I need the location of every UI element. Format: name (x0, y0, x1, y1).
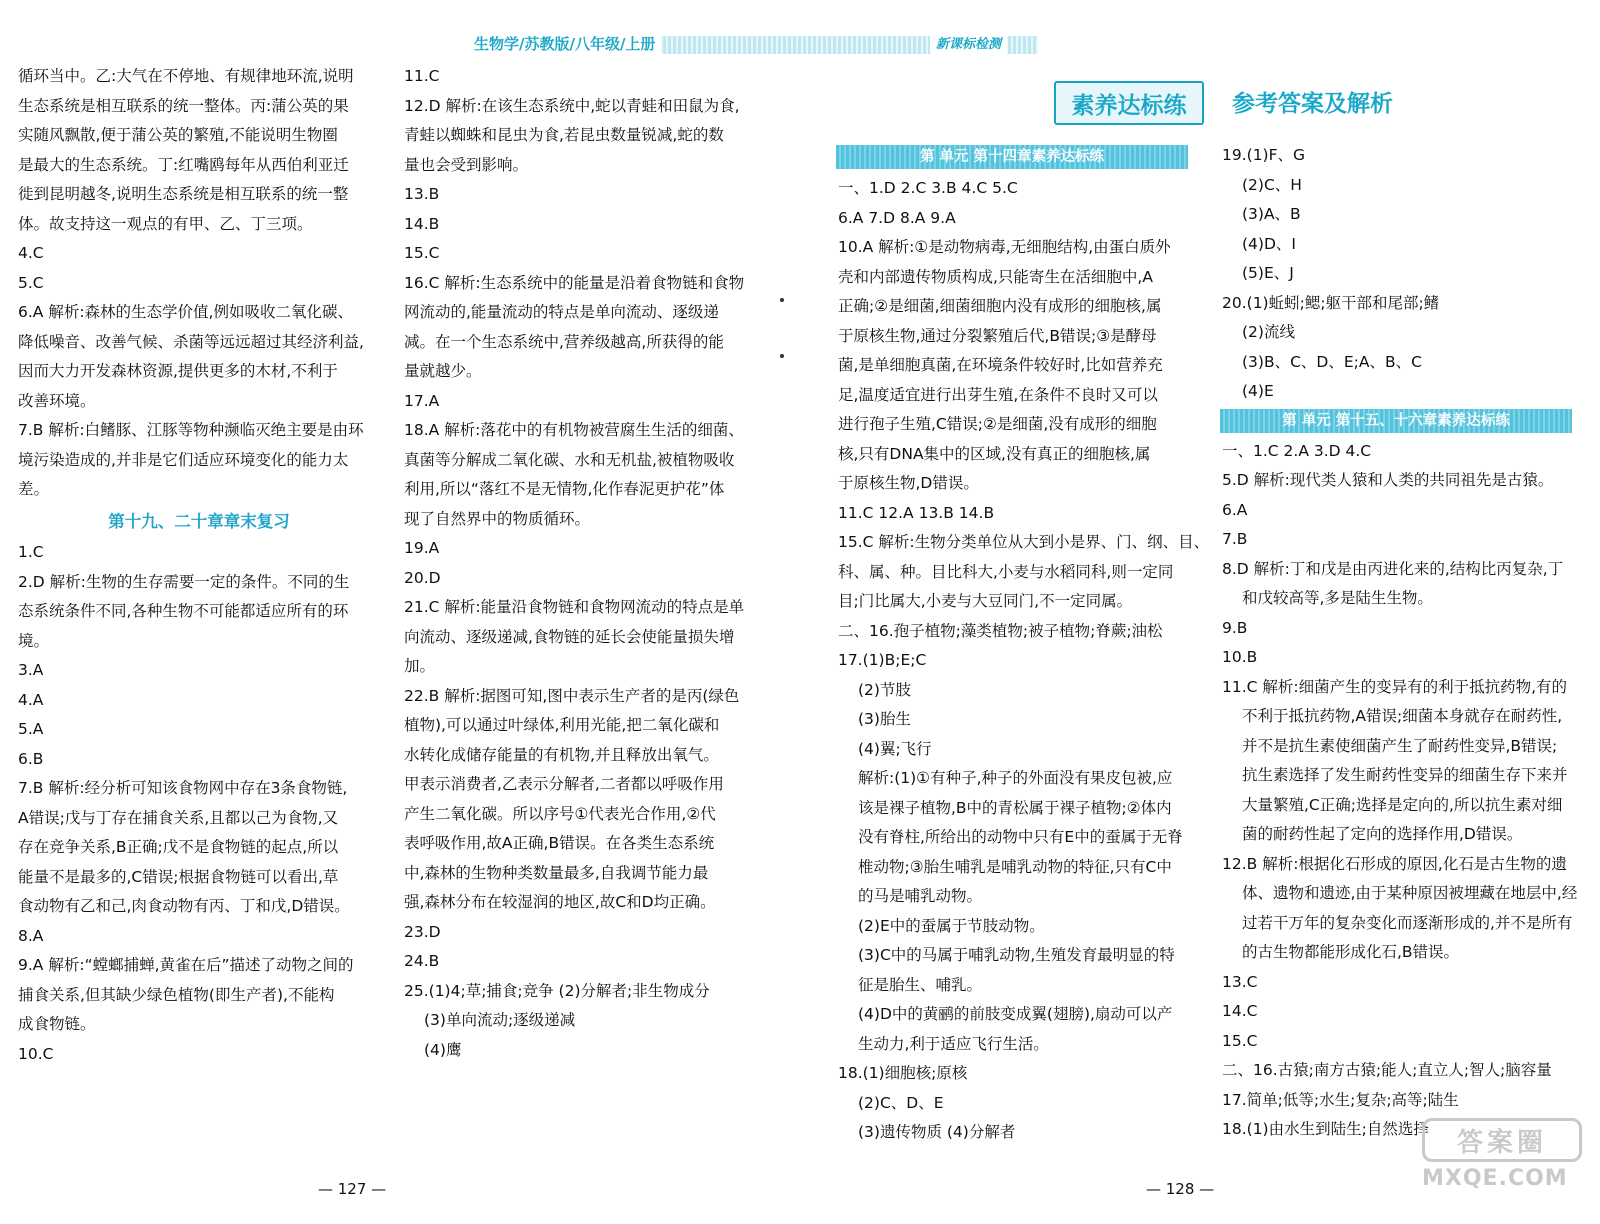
answer-line: 成食物链。 (18, 1015, 96, 1033)
answer-line: 3.A (18, 661, 44, 679)
header-book-title: 生物学/苏教版/八年级/上册 (468, 33, 661, 55)
watermark-logo (1422, 1118, 1592, 1200)
answer-line: 10.C (18, 1044, 54, 1063)
answer-line: 植物),可以通过叶绿体,利用光能,把二氧化碳和 (404, 716, 720, 734)
answer-line: 17.简单;低等;水生;复杂;高等;陆生 (1222, 1090, 1459, 1109)
watermark-glyph: 答案圈 (1456, 1127, 1547, 1158)
answer-line: 23.D (404, 922, 441, 941)
answer-line: 12.D 解析:在该生态系统中,蛇以青蛙和田鼠为食, (404, 96, 740, 115)
answer-line: 5.C (18, 273, 44, 292)
answer-line: 因而大力开发森林资源,提供更多的木材,不利于 (18, 362, 338, 380)
answer-line: 实随风飘散,便于蒲公英的繁殖,不能说明生物圈 (18, 126, 338, 144)
page-127-column-2 (404, 62, 786, 1065)
watermark-badge (1422, 1118, 1582, 1162)
answer-line: 能量不是最多的,C错误;根据食物链可以看出,草 (18, 867, 339, 886)
answer-line: 15.C (1222, 1031, 1258, 1050)
answer-line: 量就越少。 (404, 362, 482, 380)
answer-line: 真菌等分解成二氧化碳、水和无机盐,被植物吸收 (404, 450, 735, 469)
answer-line: 解析:(1)①有种子,种子的外面没有果皮包被,应 (858, 769, 1173, 787)
answer-line: 足,温度适宜进行出芽生殖,在条件不良时又可以 (838, 385, 1158, 404)
answer-line: 22.B 解析:据图可知,图中表示生产者的是丙(绿色 (404, 686, 740, 705)
answer-line: (4)鹰 (424, 1040, 462, 1059)
answer-line: 19.(1)F、G (1222, 146, 1306, 164)
answer-line: 11.C 解析:细菌产生的变异有的利于抵抗药物,有的 (1222, 677, 1568, 696)
answer-line: (3)C中的马属于哺乳动物,生殖发育最明显的特 (858, 946, 1175, 964)
answer-line: 11.C 12.A 13.B 14.B (838, 503, 995, 522)
answer-line: 17.(1)B;E;C (838, 651, 927, 669)
answer-line: (2)E中的蚕属于节肢动物。 (858, 916, 1045, 935)
answer-line: 13.C (1222, 972, 1258, 991)
answer-line: 7.B 解析:经分析可知该食物网中存在3条食物链, (18, 779, 348, 797)
answer-line: 7.B (1222, 530, 1248, 548)
answer-line: 改善环境。 (18, 391, 96, 410)
answer-line: 13.B (404, 185, 440, 203)
section-banner-title: 素养达标练 (1071, 92, 1187, 119)
section-heading: 第十九、二十章章末复习 (108, 511, 290, 531)
answer-line: 9.A 解析:“螳螂捕蝉,黄雀在后”描述了动物之间的 (18, 956, 354, 974)
answer-line: 5.A (18, 720, 44, 738)
answer-line: 捕食关系,但其缺少绿色植物(即生产者),不能构 (18, 985, 335, 1004)
answer-line: 态系统条件不同,各种生物不可能都适应所有的环 (18, 602, 349, 620)
answer-line: 25.(1)4;草;捕食;竞争 (2)分解者;非生物成分 (404, 981, 710, 1000)
answer-line: 7.B 解析:白鳍豚、江豚等物种濒临灭绝主要是由环 (18, 421, 364, 439)
answer-line: 该是裸子植物,B中的青松属于裸子植物;②体内 (858, 798, 1172, 817)
answer-line: 16.C 解析:生态系统中的能量是沿着食物链和食物 (404, 273, 745, 292)
answer-line: 存在竞争关系,B正确;戊不是食物链的起点,所以 (18, 838, 339, 856)
answer-line: 于原核生物,D错误。 (838, 474, 979, 492)
answer-line: 6.B (18, 749, 44, 768)
answer-line: (4)翼;飞行 (858, 739, 932, 758)
answer-line: 和戊较高等,多是陆生生物。 (1242, 589, 1433, 607)
answer-line: 生态系统是相互联系的统一整体。丙:蒲公英的果 (18, 96, 349, 115)
answer-line: A错误;戊与丁存在捕食关系,且都以己为食物,又 (18, 808, 339, 827)
answer-line: 减。在一个生态系统中,营养级越高,所获得的能 (404, 332, 724, 351)
page-128-column-1 (838, 145, 1210, 1148)
answer-line: 一、1.D 2.C 3.B 4.C 5.C (838, 179, 1018, 197)
answer-line: 17.A (404, 391, 440, 410)
answer-line: 境污染造成的,并非是它们适应环境变化的能力太 (18, 450, 349, 469)
answer-line: 境。 (18, 631, 50, 650)
answer-line: 14.C (1222, 1002, 1258, 1020)
answer-line: 科、属、种。目比科大,小麦与水稻同科,则一定同 (838, 562, 1174, 581)
answer-line: 并不是抗生素使细菌产生了耐药性变异,B错误; (1242, 736, 1558, 755)
answer-line: (2)C、D、E (858, 1093, 944, 1112)
answer-line: 椎动物;③胎生哺乳是哺乳动物的特征,只有C中 (858, 857, 1172, 876)
answer-line: 24.B (404, 952, 440, 970)
answer-line: (3)B、C、D、E;A、B、C (1242, 352, 1422, 371)
answer-line: 8.A (18, 926, 44, 945)
answer-line: 20.(1)蚯蚓;鳃;躯干部和尾部;鳍 (1222, 293, 1440, 312)
answer-line: 4.A (18, 690, 44, 709)
answer-line: 的马是哺乳动物。 (858, 887, 983, 905)
answer-line: 是最大的生态系统。丁:红嘴鸥每年从西伯利亚迁 (18, 155, 349, 174)
section-banner-box (1054, 81, 1204, 125)
answer-line: 6.A 解析:森林的生态学价值,例如吸收二氧化碳、 (18, 303, 353, 321)
answer-line: 甲表示消费者,乙表示分解者,二者都以呼吸作用 (404, 775, 724, 793)
answer-line: 8.D 解析:丁和戊是由丙进化来的,结构比丙复杂,丁 (1222, 559, 1564, 578)
answer-line: 核,只有DNA集中的区域,没有真正的细胞核,属 (838, 444, 1151, 463)
answer-line: 20.D (404, 568, 441, 587)
answer-line: 没有脊柱,所给出的动物中只有E中的蚕属于无脊 (858, 828, 1183, 846)
answer-line: 一、1.C 2.A 3.D 4.C (1222, 441, 1372, 460)
answer-line: 过若干万年的复杂变化而逐渐形成的,并不是所有 (1242, 913, 1573, 932)
answer-line: (4)D中的黄鹂的前肢变成翼(翅膀),扇动可以产 (858, 1005, 1173, 1023)
answer-line: 水转化成储存能量的有机物,并且释放出氧气。 (404, 745, 719, 764)
answer-line: (5)E、J (1242, 264, 1294, 282)
answer-line: 现了自然界中的物质循环。 (404, 509, 591, 528)
answer-line: 表呼吸作用,故A正确,B错误。在各类生态系统 (404, 834, 715, 852)
answer-line: 9.B (1222, 618, 1248, 637)
answer-line: 征是胎生、哺乳。 (858, 975, 983, 994)
answer-line: 体。故支持这一观点的有甲、乙、丁三项。 (18, 214, 313, 233)
answer-line: 青蛙以蜘蛛和昆虫为食,若昆虫数量锐减,蛇的数 (404, 126, 724, 144)
answer-line: 体、遗物和遗迹,由于某种原因被埋藏在地层中,经 (1242, 884, 1578, 902)
answer-line: 循环当中。乙:大气在不停地、有规律地环流,说明 (18, 67, 354, 85)
answer-line: 菌的耐药性起了定向的选择作用,D错误。 (1242, 825, 1523, 843)
answer-line: 14.B (404, 214, 440, 233)
answer-line: 降低噪音、改善气候、杀菌等远远超过其经济利益, (18, 332, 364, 351)
answer-line: 向流动、逐级递减,食物链的延长会使能量损失增 (404, 627, 735, 646)
page-127-column-1 (18, 62, 380, 1069)
header-series-name: 新课标检测 (930, 35, 1007, 55)
answer-line: 10.A 解析:①是动物病毒,无细胞结构,由蛋白质外 (838, 238, 1171, 256)
answer-line: 18.(1)细胞核;原核 (838, 1064, 968, 1082)
answer-line: 抗生素选择了发生耐药性变异的细菌生存下来并 (1242, 766, 1568, 784)
answer-line: 食动物有乙和己,肉食动物有丙、丁和戊,D错误。 (18, 897, 350, 915)
answer-line: 加。 (404, 657, 436, 675)
answer-line: 11.C (404, 67, 440, 85)
answer-line: 10.B (1222, 648, 1258, 666)
watermark-url: MXQE.COM (1422, 1166, 1568, 1191)
answer-line: 差。 (18, 480, 50, 498)
answer-line: 15.C 解析:生物分类单位从大到小是界、门、纲、目、 (838, 533, 1210, 551)
answer-line: 不利于抵抗药物,A错误;细菌本身就存在耐药性, (1242, 707, 1563, 725)
answer-line: (4)D、I (1242, 234, 1296, 253)
answer-line: 二、16.古猿;南方古猿;能人;直立人;智人;脑容量 (1222, 1061, 1552, 1079)
answer-line: (2)流线 (1242, 323, 1295, 341)
answer-line: 生动力,利于适应飞行生活。 (858, 1034, 1049, 1053)
answer-line: 6.A (1222, 500, 1248, 519)
answer-line: (3)胎生 (858, 710, 911, 728)
answer-line: 4.C (18, 244, 44, 262)
page-128-column-2 (1222, 141, 1590, 1145)
answer-line: 15.C (404, 244, 440, 262)
answer-line: 菌,是单细胞真菌,在环境条件较好时,比如营养充 (838, 356, 1163, 374)
answer-line: 18.A 解析:落花中的有机物被营腐生生活的细菌、 (404, 421, 744, 439)
page-number-left: — 127 — (318, 1180, 387, 1198)
answer-line: 正确;②是细菌,细菌细胞内没有成形的细胞核,属 (838, 297, 1162, 315)
answers-heading: 参考答案及解析 (1232, 91, 1393, 117)
answer-line: 二、16.孢子植物;藻类植物;被子植物;脊蕨;油松 (838, 621, 1163, 640)
answer-line: 大量繁殖,C正确;选择是定向的,所以抗生素对细 (1242, 795, 1563, 814)
answer-line: 12.B 解析:根据化石形成的原因,化石是古生物的遗 (1222, 854, 1567, 873)
answer-line: 于原核生物,通过分裂繁殖后代,B错误;③是酵母 (838, 326, 1157, 345)
answer-line: 6.A 7.D 8.A 9.A (838, 208, 956, 227)
answer-line: 强,森林分布在较湿润的地区,故C和D均正确。 (404, 893, 716, 911)
answer-line: 中,森林的生物种类数量最多,自我调节能力最 (404, 863, 709, 882)
answer-line: 产生二氧化碳。所以序号①代表光合作用,②代 (404, 804, 716, 823)
answer-line: 21.C 解析:能量沿食物链和食物网流动的特点是单 (404, 598, 745, 616)
answer-line: 18.(1)由水生到陆生;自然选择 (1222, 1120, 1429, 1138)
answer-line: (4)E (1242, 382, 1274, 400)
answer-line: (2)C、H (1242, 175, 1302, 194)
answer-line: 网流动的,能量流动的特点是单向流动、逐级递 (404, 303, 719, 321)
answer-line: (2)节肢 (858, 680, 911, 699)
answer-line: (3)A、B (1242, 205, 1301, 223)
answer-line: (3)单向流动;逐级递减 (424, 1011, 576, 1029)
answer-line: (3)遗传物质 (4)分解者 (858, 1123, 1016, 1141)
unit-bar-15-16: 第 单元 第十五、十六章素养达标练 (1220, 409, 1572, 433)
page-number-right: — 128 — (1146, 1180, 1215, 1198)
answer-line: 5.D 解析:现代类人猿和人类的共同祖先是古猿。 (1222, 471, 1554, 489)
answer-line: 量也会受到影响。 (404, 155, 529, 174)
unit-bar-14: 第 单元 第十四章素养达标练 (836, 145, 1188, 169)
answer-line: 壳和内部遗传物质构成,只能寄生在活细胞中,A (838, 267, 1153, 286)
answer-line: 的古生物都能形成化石,B错误。 (1242, 943, 1460, 961)
answer-line: 1.C (18, 543, 44, 561)
answer-line: 19.A (404, 539, 440, 557)
answer-line: 进行孢子生殖,C错误;②是细菌,没有成形的细胞 (838, 415, 1157, 433)
answer-line: 徙到昆明越冬,说明生态系统是相互联系的统一整 (18, 185, 349, 203)
answer-line: 目;门比属大,小麦与大豆同门,不一定同属。 (838, 592, 1133, 610)
answer-line: 2.D 解析:生物的生存需要一定的条件。不同的生 (18, 572, 350, 591)
answer-line: 利用,所以“落红不是无情物,化作春泥更护花”体 (404, 480, 725, 498)
